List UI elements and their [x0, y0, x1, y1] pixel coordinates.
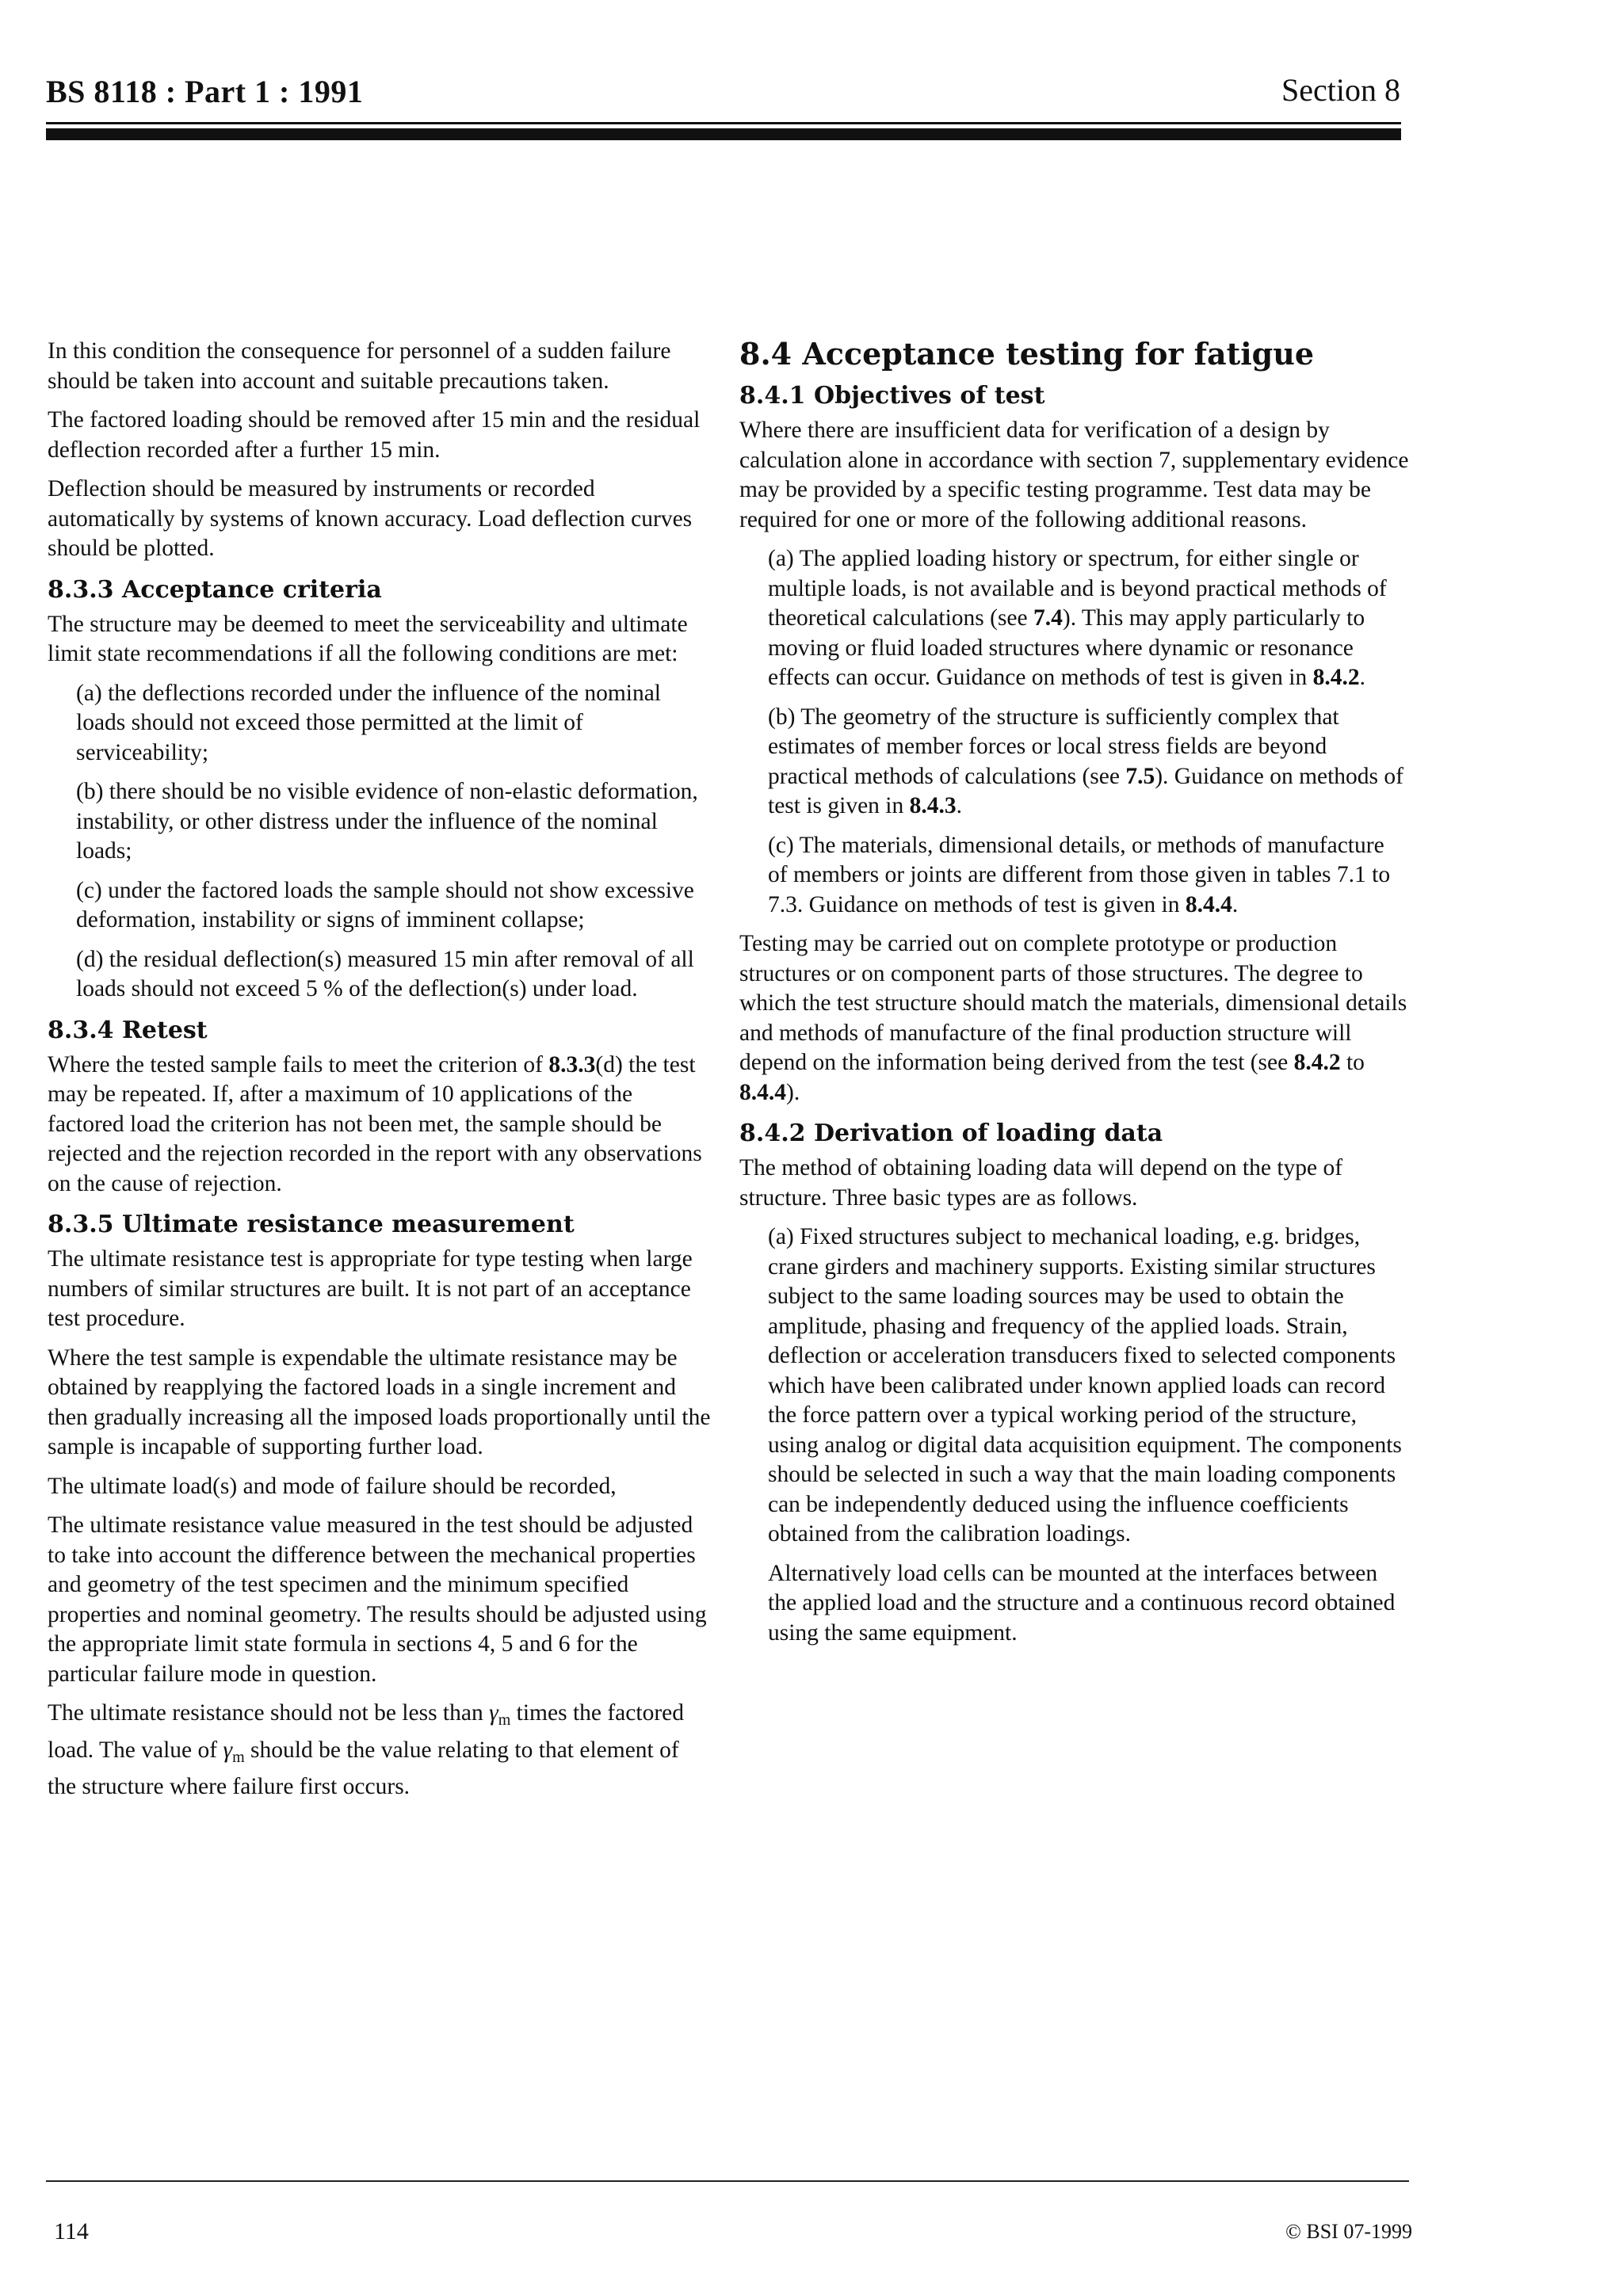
subscript: m	[232, 1748, 245, 1766]
paragraph: The ultimate resistance value measured in the test should be adjusted to take into account the difference between the mechanical properties and geometry of the test specimen and the minimum specified properties and nominal geometry. The results should be adjusted using the appropriate limit state formula in sections 4, 5 and 6 for the particular failure mode in question.	[48, 1512, 707, 1687]
clause-reference: 8.4.4	[1185, 891, 1232, 917]
paragraph	[48, 1051, 713, 1199]
text: should be the value relating to that element of the structure where failure first occurs.	[48, 1737, 679, 1799]
paragraph: Where there are insufficient data for verification of a design by calculation alone in accordance with section 7, supplementary evidence may be provided by a specific testing programme. Test data may be required for one or more of the following additional reasons.	[739, 418, 1409, 532]
clause-reference: 8.4.2	[1312, 665, 1360, 690]
subscript: m	[498, 1711, 511, 1729]
clause-reference: 8.3.3	[548, 1051, 596, 1077]
gamma-symbol: γ	[223, 1737, 233, 1763]
text: Testing may be carried out on complete prototype or production structures or on component parts of those structures. The degree to which the test structure should match the materials, dimensional details and methods of manufacture of the final production structure will depend on the information being derived from the test (see	[739, 931, 1407, 1075]
header-rule	[46, 122, 1401, 124]
left-column	[48, 337, 713, 1812]
paragraph: The method of obtaining loading data will depend on the type of structure. Three basic types are as follows.	[739, 1155, 1343, 1211]
page-number: 114	[54, 2218, 89, 2245]
paragraph	[739, 929, 1409, 1108]
paragraph: In this condition the consequence for personnel of a sudden failure should be taken into account and suitable precautions taken.	[48, 338, 671, 394]
footer-rule	[46, 2180, 1409, 2182]
text: (d) the test may be repeated. If, after a maximum of 10 applications of the factored load the criterion has not been met, the sample should be rejected and the rejection recorded in the report with any observations on the cause of rejection.	[48, 1051, 702, 1196]
heading-8-3-4: 8.3.4 Retest	[48, 1016, 208, 1044]
text: .	[956, 793, 963, 818]
clause-reference: 7.5	[1125, 763, 1155, 789]
heading-8-3-5: 8.3.5 Ultimate resistance measurement	[48, 1211, 575, 1238]
paragraph: The structure may be deemed to meet the serviceability and ultimate limit state recommendations if all the following conditions are met:	[48, 611, 688, 666]
heading-8-4-2: 8.4.2 Derivation of loading data	[739, 1119, 1163, 1147]
list-item: (d) the residual deflection(s) measured 15 min after removal of all loads should not exceed 5 % of the deflection(s) under load.	[76, 946, 694, 1001]
text: .	[1359, 665, 1365, 690]
text: ).	[786, 1079, 800, 1105]
header-rule-thick	[46, 128, 1401, 140]
list-item	[768, 831, 1409, 921]
list-item: (a) Fixed structures subject to mechanical loading, e.g. bridges, crane girders and machinery supports. Existing similar structures subject to the same loading sources may be used to obtain the amplitude, phasing and frequency of the applied loads. Strain, deflection or acceleration transducers fixed to selected components which have been calibrated under known applied loads can record the force pattern over a typical working period of the structure, using analog or digital data acquisition equipment. The components should be selected in such a way that the main loading components can be independently deduced using the influence coefficients obtained from the calibration loadings.	[768, 1224, 1402, 1547]
document-code: BS 8118 : Part 1 : 1991	[46, 74, 364, 109]
paragraph: The factored loading should be removed after 15 min and the residual deflection recorded after a further 15 min.	[48, 407, 701, 463]
clause-reference: 8.4.2	[1293, 1050, 1341, 1075]
text: Where the tested sample fails to meet the criterion of	[48, 1051, 549, 1077]
text: .	[1232, 891, 1239, 917]
list-item	[768, 544, 1409, 693]
paragraph: The ultimate resistance test is appropriate for type testing when large numbers of similar structures are built. It is not part of an acceptance test procedure.	[48, 1246, 693, 1331]
clause-reference: 7.4	[1033, 605, 1063, 631]
clause-reference: 8.4.4	[739, 1079, 786, 1105]
text: (b) The geometry of the structure is sufficiently complex that estimates of member forces or local stress fields are beyond practical methods of calculations (see	[768, 704, 1339, 789]
gamma-symbol: γ	[489, 1700, 498, 1726]
list-item: (c) under the factored loads the sample should not show excessive deformation, instability or signs of imminent collapse;	[76, 877, 694, 933]
paragraph: The ultimate load(s) and mode of failure should be recorded,	[48, 1473, 617, 1499]
heading-8-4: 8.4 Acceptance testing for fatigue	[739, 336, 1315, 372]
text: (c) The materials, dimensional details, or methods of manufacture of members or joints are different from those given in tables 7.1 to 7.3. Guidance on methods of test is given in	[768, 832, 1391, 917]
list-item: (a) the deflections recorded under the influence of the nominal loads should not exceed those permitted at the limit of serviceability;	[76, 680, 662, 765]
paragraph: Deflection should be measured by instruments or recorded automatically by systems of known accuracy. Load deflection curves should be plotted.	[48, 476, 693, 561]
clause-reference: 8.4.3	[909, 793, 957, 818]
paragraph: Where the test sample is expendable the ultimate resistance may be obtained by reapplying the factored loads in a single increment and then gradually increasing all the imposed loads proportionally until the sample is incapable of supporting further load.	[48, 1344, 711, 1459]
heading-8-4-1: 8.4.1 Objectives of test	[739, 382, 1045, 410]
text: (a) The applied loading history or spectrum, for either single or multiple loads, is not available and is beyond practical methods of theoretical calculations (see	[768, 546, 1387, 631]
list-item-continuation: Alternatively load cells can be mounted at the interfaces between the applied load and the structure and a continuous record obtained using the same equipment.	[768, 1560, 1396, 1646]
list-item	[768, 703, 1409, 822]
text: to	[1340, 1050, 1365, 1075]
section-label: Section 8	[1281, 72, 1400, 108]
heading-8-3-3: 8.3.3 Acceptance criteria	[48, 575, 382, 604]
list-item: (b) there should be no visible evidence of non-elastic deformation, instability, or other distress under the influence of the nominal loads;	[76, 779, 698, 864]
copyright-notice: © BSI 07-1999	[1285, 2220, 1412, 2243]
right-column	[739, 337, 1409, 1657]
paragraph	[48, 1699, 713, 1802]
text: times the factored load. The value of	[48, 1700, 684, 1763]
text: ). This may apply particularly to moving or fluid loaded structures where dynamic or resonance effects can occur. Guidance on methods of test is given in	[768, 605, 1365, 690]
text: The ultimate resistance should not be less than	[48, 1700, 490, 1726]
text: ). Guidance on methods of test is given in	[768, 763, 1403, 818]
